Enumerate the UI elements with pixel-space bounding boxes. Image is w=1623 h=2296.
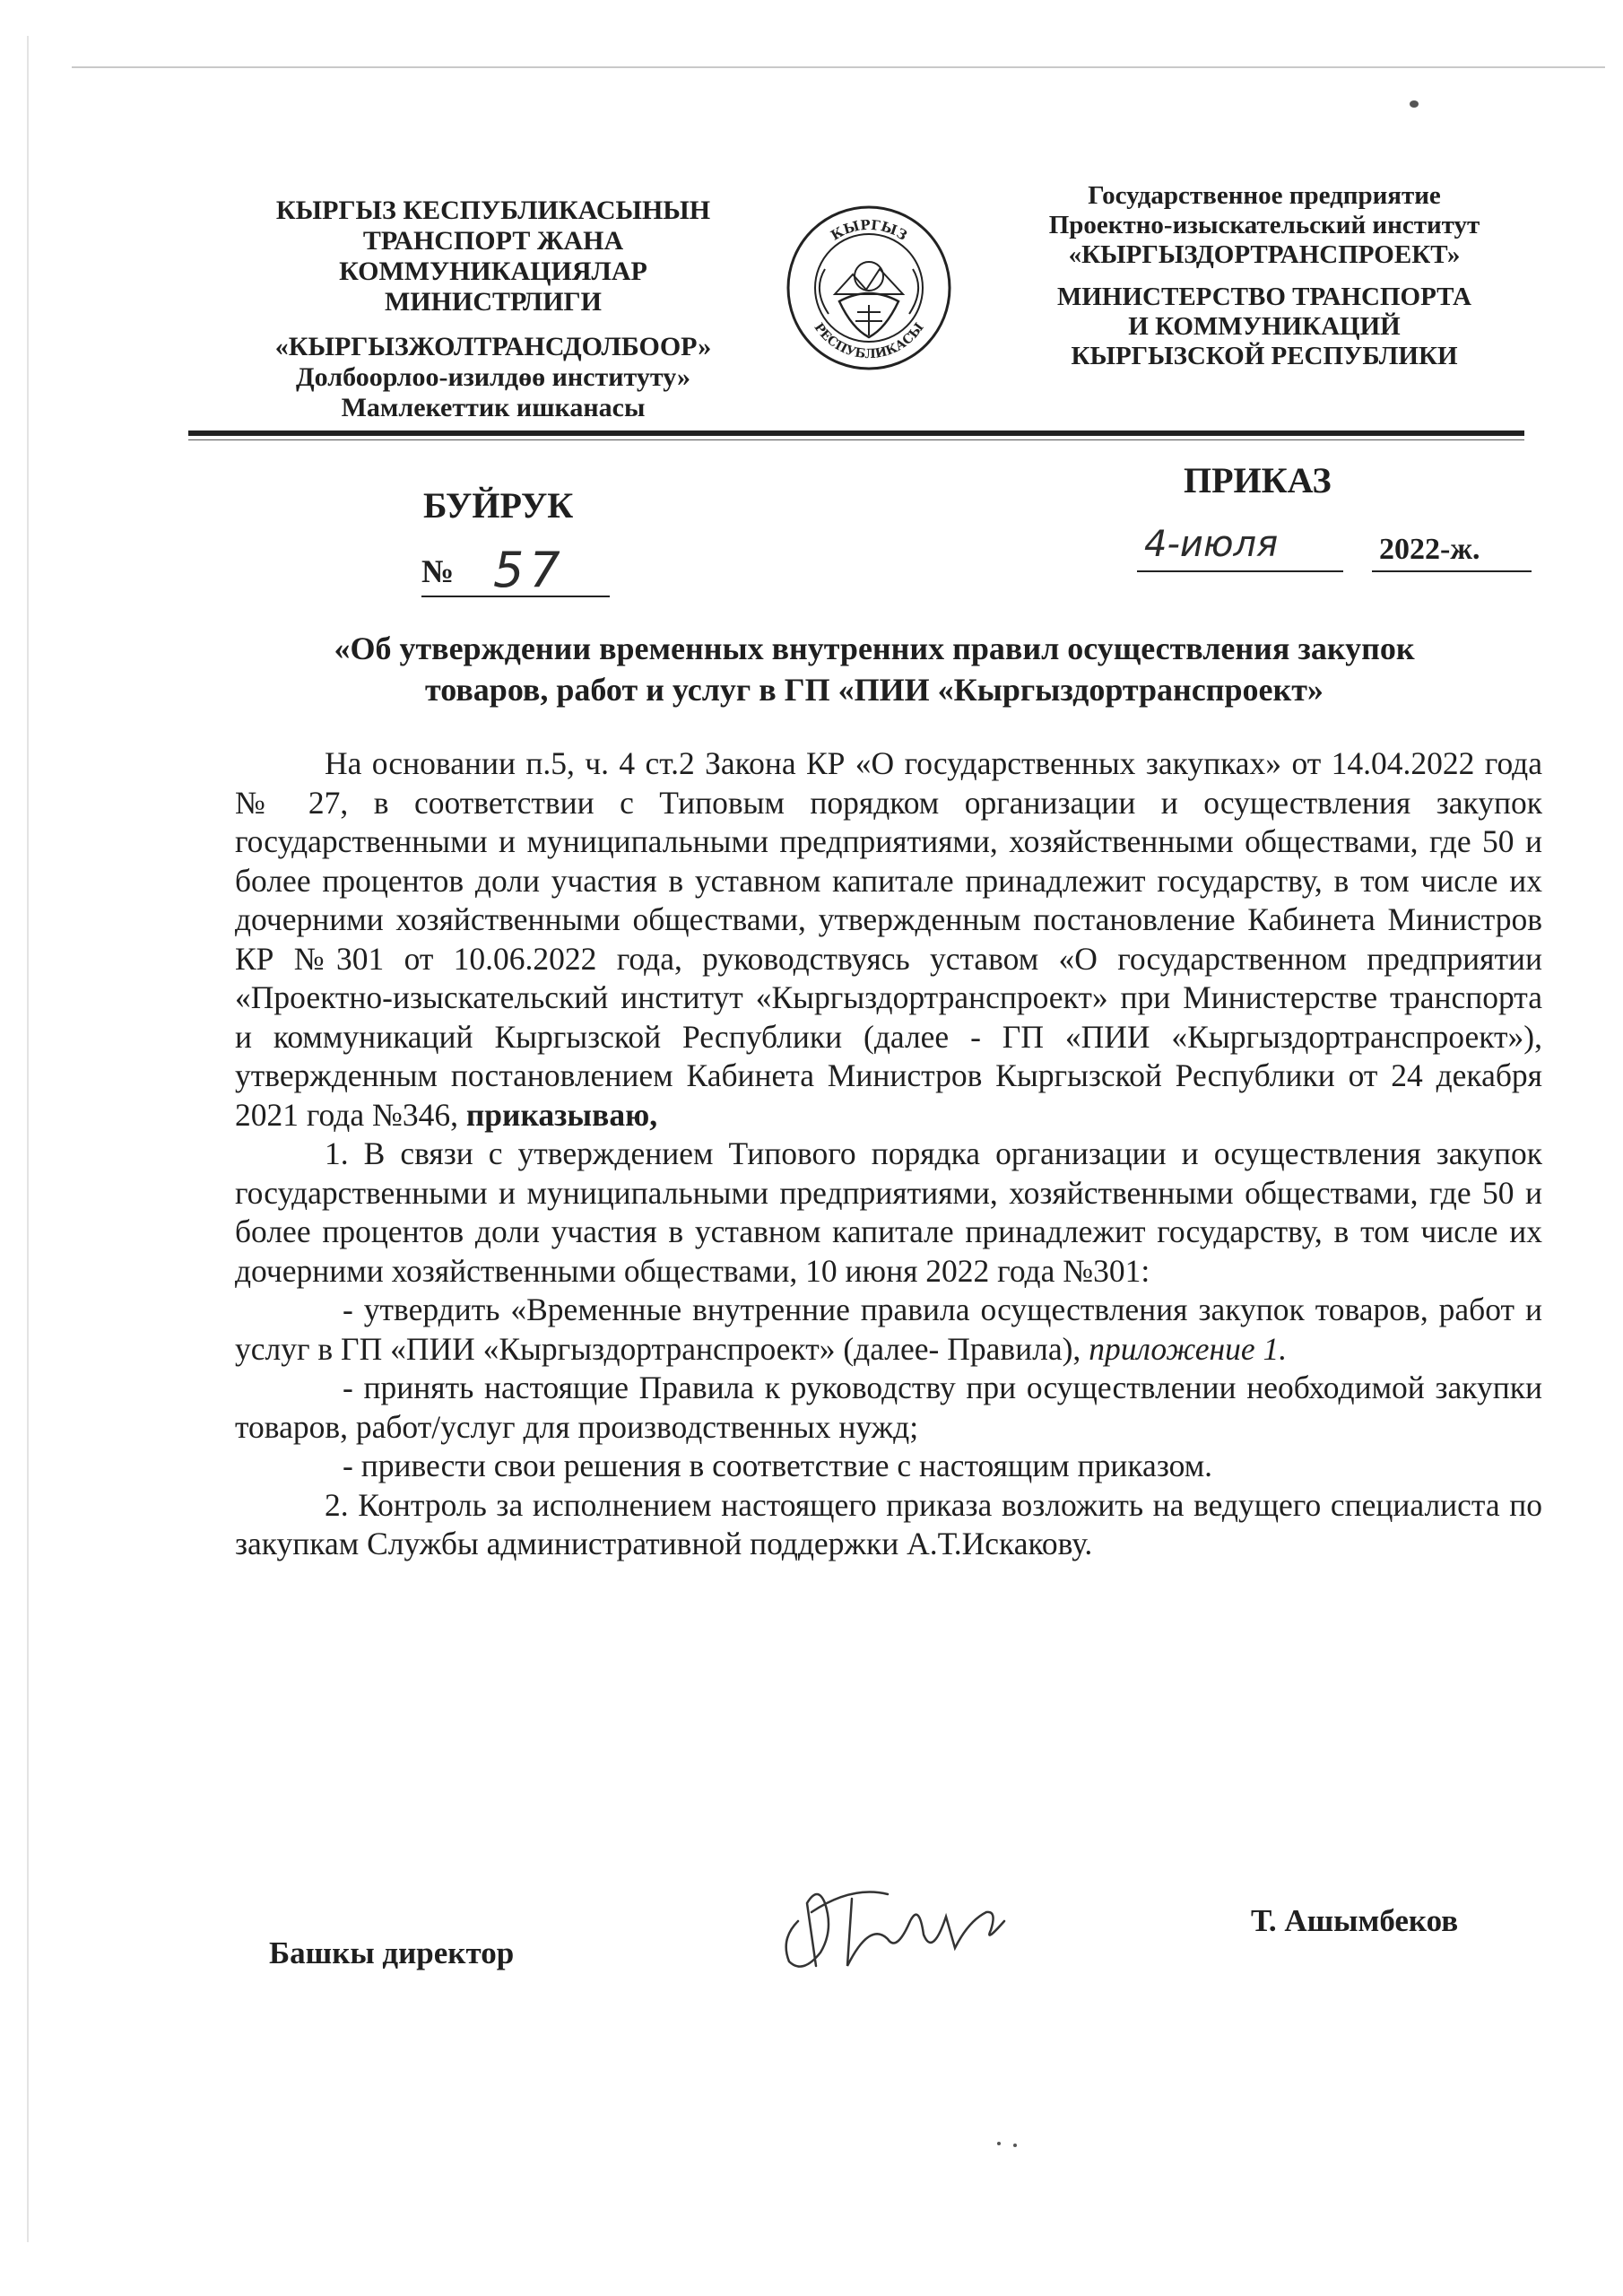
letterhead-left-org-line: Мамлекеттик ишканасы [341, 393, 646, 422]
emblem-text-bottom: РЕСПУБЛИКАСЫ [811, 320, 927, 362]
letterhead-right-org-line: Государственное предприятие [1088, 181, 1441, 210]
letterhead-left-line: ТРАНСПОРТ ЖАНА [362, 226, 624, 256]
letterhead-left-line: КОММУНИКАЦИЯЛАР [339, 257, 647, 286]
order-title-line: товаров, работ и услуг в ГП «ПИИ «Кыргыздортранспроект» [425, 672, 1324, 708]
order-body [235, 744, 1542, 1564]
order-label-ru: ПРИКАЗ [1184, 460, 1332, 500]
order-number-handwritten: 57 [493, 542, 566, 598]
appendix-reference: приложение 1. [1089, 1330, 1288, 1367]
sub-item-accept: - принять настоящие Правила к руководству при осуществлении необходимой закупки товаров, работ/услуг для производственных нужд; [235, 1370, 1542, 1445]
letterhead-right-org-line: «КЫРГЫЗДОРТРАНСПРОЕКТ» [1068, 240, 1461, 269]
item-2: 2. Контроль за исполнением настоящего приказа возложить на ведущего специалиста по закупкам Службы административной поддержки А.Т.Искакову. [235, 1486, 1542, 1561]
item-1: 1. В связи с утверждением Типового порядка организации и осуществления закупок государственными и муниципальными предприятиями, хозяйственными обществами, где 50 и более процентов доли участия в уставном капитале принадлежит государству, в том числе их дочерними хозяйственными обществами, 10 июня 2022 года №301: [235, 1135, 1542, 1289]
letterhead-rule [188, 430, 1524, 436]
letterhead-right-org-line: Проектно-изыскательский институт [1048, 211, 1480, 239]
preamble-text: На основании п.5, ч. 4 ст.2 Закона КР «О государственных закупках» от 14.04.2022 года № 27, в соответствии с Типовым порядком организации и осуществления закупок государственными и муниципальными предприятиями, хозяйственными обществами, где 50 и более процентов доли участия в уставном капитале принадлежит государству, в том числе их дочерними хозяйственными обществами, утвержденным постановление Кабинета Министров КР №301 от 10.06.2022 года, руководствуясь уставом «О государственном предприятии «Проектно-изыскательский институт «Кыргыздортранспроект» при Министерстве транспорта и коммуникаций Кыргызской Республики (далее - ГП «ПИИ «Кыргыздортранспроект»), утвержденным постановлением Кабинета Министров Кыргызской Республики от 24 декабря 2021 года №346, [235, 745, 1542, 1133]
letterhead-left-org-line: Долбоорлоо-изилдөө институту» [296, 362, 690, 392]
emblem-text-top: КЫРГЫЗ [828, 216, 910, 244]
letterhead-left-org-line: «КЫРГЫЗЖОЛТРАНСДОЛБООР» [274, 332, 712, 361]
order-date-handwritten: 4-июля [1144, 524, 1279, 565]
letterhead-left-line: КЫРГЫЗ КЕСПУБЛИКАСЫНЫН [275, 196, 711, 225]
scan-speck [997, 2142, 1001, 2145]
letterhead-right-line: И КОММУНИКАЦИЙ [1128, 312, 1401, 341]
scan-top-edge [72, 66, 1605, 68]
scan-speck [1410, 100, 1419, 108]
number-sign: № [421, 553, 455, 589]
signatory-name: Т. Ашымбеков [1251, 1903, 1459, 1938]
letterhead-right-line: КЫРГЫЗСКОЙ РЕСПУБЛИКИ [1071, 342, 1458, 370]
order-title-line: «Об утверждении временных внутренних правил осуществления закупок [334, 631, 1415, 666]
handwritten-signature [762, 1867, 1022, 1984]
date-underline [1137, 570, 1343, 572]
scan-left-edge [27, 36, 29, 2242]
sub-item-approve-text: - утвердить «Временные внутренние правила осуществления закупок товаров, работ и услуг в ГП «ПИИ «Кыргыздортранспроект» (далее- Правила), [235, 1292, 1542, 1367]
year-underline [1372, 570, 1532, 572]
letterhead-rule-thin [188, 439, 1524, 440]
order-number-field [421, 542, 610, 598]
letterhead-right-line: МИНИСТЕРСТВО ТРАНСПОРТА [1057, 283, 1471, 311]
order-label-kg: БУЙРУК [423, 485, 574, 526]
preamble-paragraph [235, 744, 1542, 1135]
letterhead-left-line: МИНИСТРЛИГИ [385, 287, 602, 317]
scan-speck [1013, 2144, 1017, 2147]
order-date-field [1137, 524, 1532, 581]
sub-item-bring: - привести свои решения в соответствие с настоящим приказом. [343, 1448, 1213, 1483]
order-year: 2022-ж. [1379, 533, 1480, 566]
signatory-position: Башкы директор [269, 1935, 515, 1970]
order-title [211, 628, 1538, 710]
letterhead-left [211, 196, 776, 423]
sub-item-approve [235, 1291, 1542, 1369]
svg-text:КЫРГЫЗ [828, 217, 910, 244]
state-emblem [785, 204, 952, 371]
letterhead-right [986, 181, 1542, 371]
order-word: приказываю, [465, 1096, 658, 1133]
